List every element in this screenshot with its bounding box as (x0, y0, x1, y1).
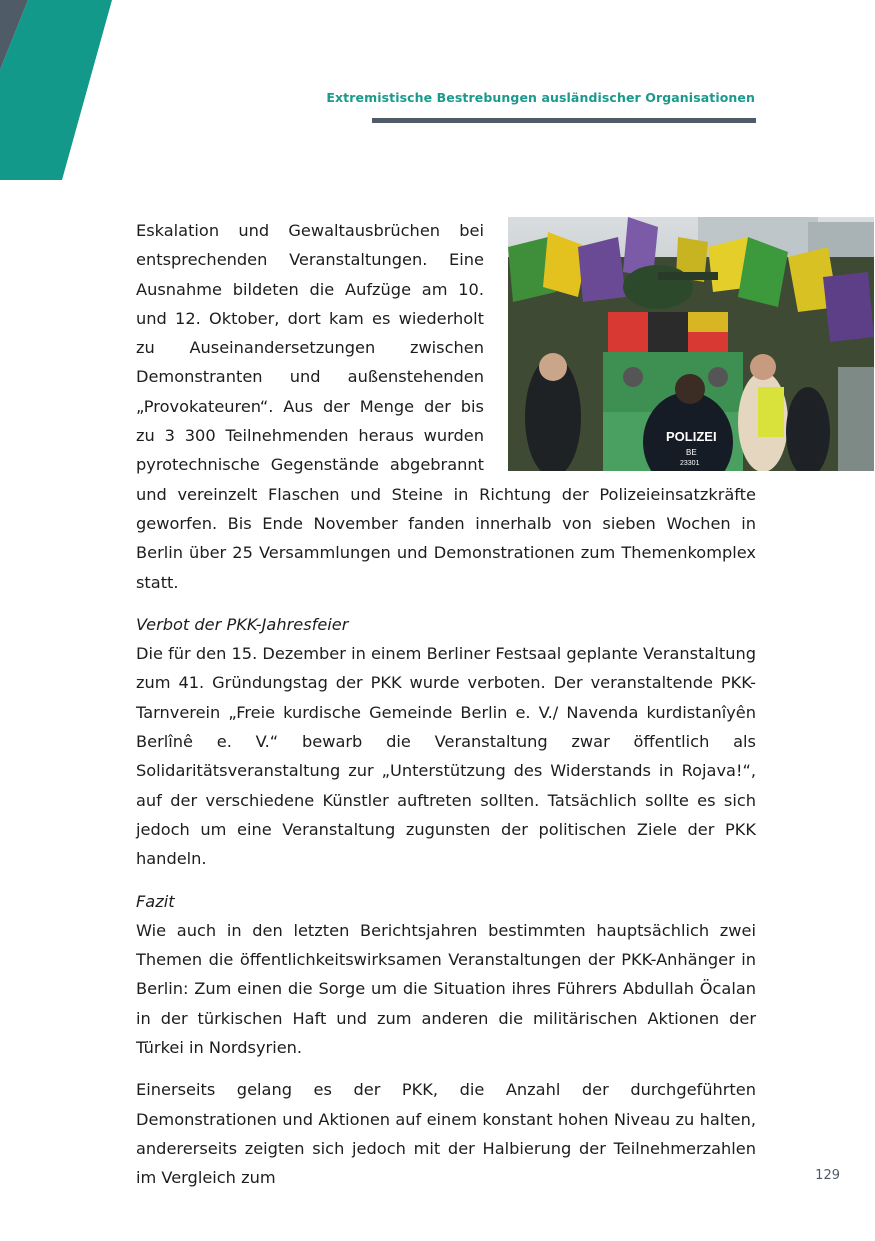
final-paragraph: Einerseits gelang es der PKK, die Anzahl der durchgeführten Demonstrationen und Aktionen auf einem konstant hohen Niveau zu halten, andererseits zeigten sich jedoch mit der Halbierung der Teilnehmerzahlen im Vergleich zum (136, 1080, 756, 1188)
main-content (136, 216, 756, 1193)
section-text-verbot: Die für den 15. Dezember in einem Berliner Festsaal geplante Veranstaltung zum 41. Gründungstag der PKK wurde verboten. Der veranstaltende PKK-Tarnverein „Freie kurdische Gemeinde Berlin e. V./ Navenda kurdistanîyên Berlînê e. V.“ bewarb die Veranstaltung zwar öffentlich als Solidaritätsveranstaltung zur „Unterstützung des Widerstands in Rojava!“, auf der verschiedene Künstler auftreten sollten. Tatsächlich sollte es sich jedoch um eine Veranstaltung zugunsten der politischen Ziele der PKK handeln. (136, 644, 756, 869)
demonstration-photo (508, 217, 874, 471)
corner-decoration (0, 0, 115, 180)
section-heading-verbot: Verbot der PKK-Jahresfeier (136, 614, 349, 634)
section-heading-fazit: Fazit (136, 891, 175, 911)
police-sub-label: BE (686, 448, 697, 457)
running-title: Extremistische Bestrebungen ausländischer Organisationen (326, 90, 755, 105)
intro-paragraph: Eskalation und Gewaltausbrüchen bei entsprechenden Veranstaltungen. Eine Ausnahme bildeten die Aufzüge am 10. und 12. Oktober, dort kam es wiederholt zu Auseinandersetzungen zwischen Demonstranten und außenstehenden „Provokateuren“. Aus der Menge der bis zu 3 300 Teilnehmenden heraus wurden pyrotechnische Gegenstände abgebrannt und vereinzelt Flaschen und Steine in Richtung der Polizeieinsatzkräfte geworfen. Bis Ende November fanden innerhalb von sieben Wochen in Berlin über 25 Versammlungen und Demonstrationen zum Themenkomplex statt. (136, 221, 756, 592)
section-text-fazit: Wie auch in den letzten Berichtsjahren bestimmten hauptsächlich zwei Themen die öffentlichkeitswirksamen Veranstaltungen der PKK-Anhänger in Berlin: Zum einen die Sorge um die Situation ihres Führers Abdullah Öcalan in der türkischen Haft und zum anderen die militärischen Aktionen der Türkei in Nordsyrien. (136, 920, 756, 1058)
header-rule (372, 118, 756, 123)
page-number: 129 (815, 1168, 840, 1183)
police-number: 23301 (680, 460, 700, 467)
police-label: POLIZEI (666, 429, 717, 444)
